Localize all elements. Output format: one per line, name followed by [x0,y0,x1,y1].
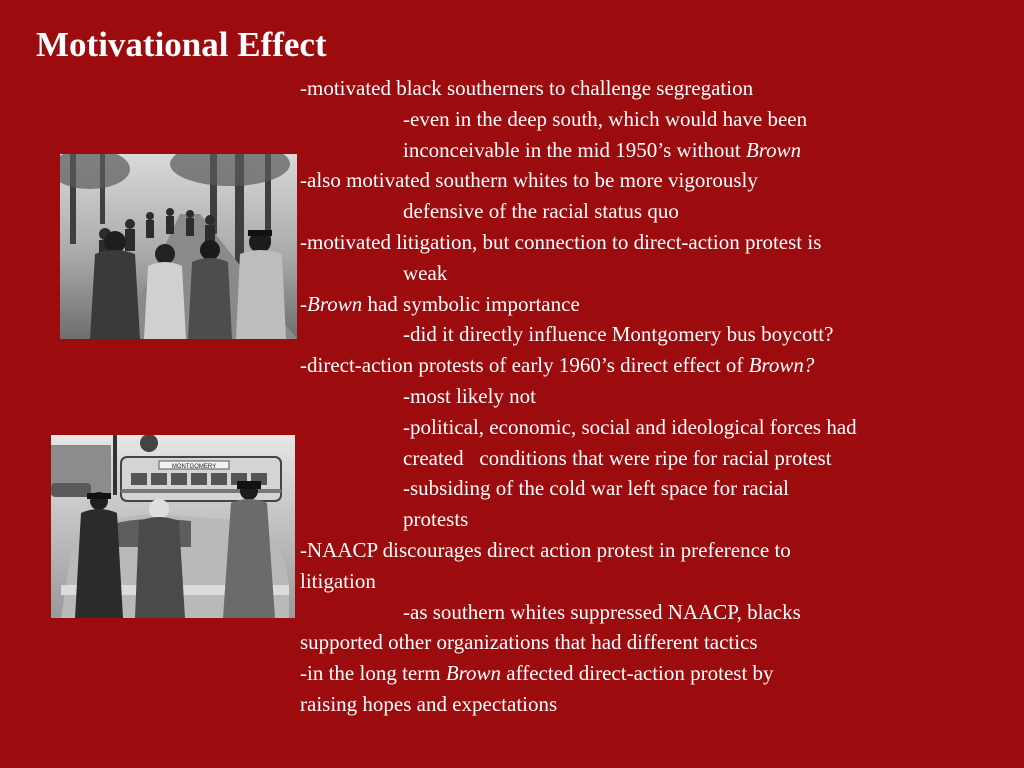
sub-bullet-line: weak [403,260,448,285]
italic-text: Brown [445,661,502,686]
text-span: - [300,291,307,316]
bullet-line: -motivated black southerners to challenge segregation [300,76,754,100]
text-span: -in the long term [300,661,446,686]
sub-bullet-line: -political, economic, social and ideological forces had [403,414,857,439]
italic-text: Brown [745,137,802,162]
sub-bullet-line: -did it directly influence Montgomery bus boycott? [403,322,834,347]
bullet-line: -NAACP discourages direct action protest in preference to [300,537,791,562]
bullet-line: litigation [300,568,376,593]
italic-text: Brown [307,291,363,316]
bullet-line [300,289,1012,320]
sub-bullet-line: -even in the deep south, which would have been [403,106,808,131]
slide-title: Motivational Effect [36,25,327,64]
bullet-line: -also motivated southern whites to be more vigorously [300,168,758,193]
text-span: affected direct-action protest by [501,661,774,686]
sub-bullet-line: protests [403,507,469,532]
sub-bullet-line: -subsiding of the cold war left space for racial [403,476,790,501]
text-span: inconceivable in the mid 1950’s without [403,137,746,162]
slide-body [300,73,1012,720]
sub-bullet-line: defensive of the racial status quo [403,199,679,224]
sub-bullet-line: -most likely not [403,383,536,408]
sub-bullet-line: -as southern whites suppressed NAACP, blacks [403,599,801,624]
text-span: -direct-action protests of early 1960’s direct effect of [300,353,749,378]
bullet-line: -motivated litigation, but connection to direct-action protest is [300,229,822,254]
italic-text: Brown? [748,353,815,378]
carpool-bus-photo [51,435,295,618]
sub-bullet-line [300,135,1012,166]
bullet-line [300,658,1012,689]
sub-bullet-line: created conditions that were ripe for racial protest [403,445,832,470]
bus-sign-text: MONTGOMERY [171,464,217,470]
bullet-line: supported other organizations that had different tactics [300,630,758,655]
text-span: had symbolic importance [362,291,580,316]
bullet-line [300,350,1012,381]
walking-crowd-photo [60,154,297,339]
bullet-line: raising hopes and expectations [300,691,558,716]
